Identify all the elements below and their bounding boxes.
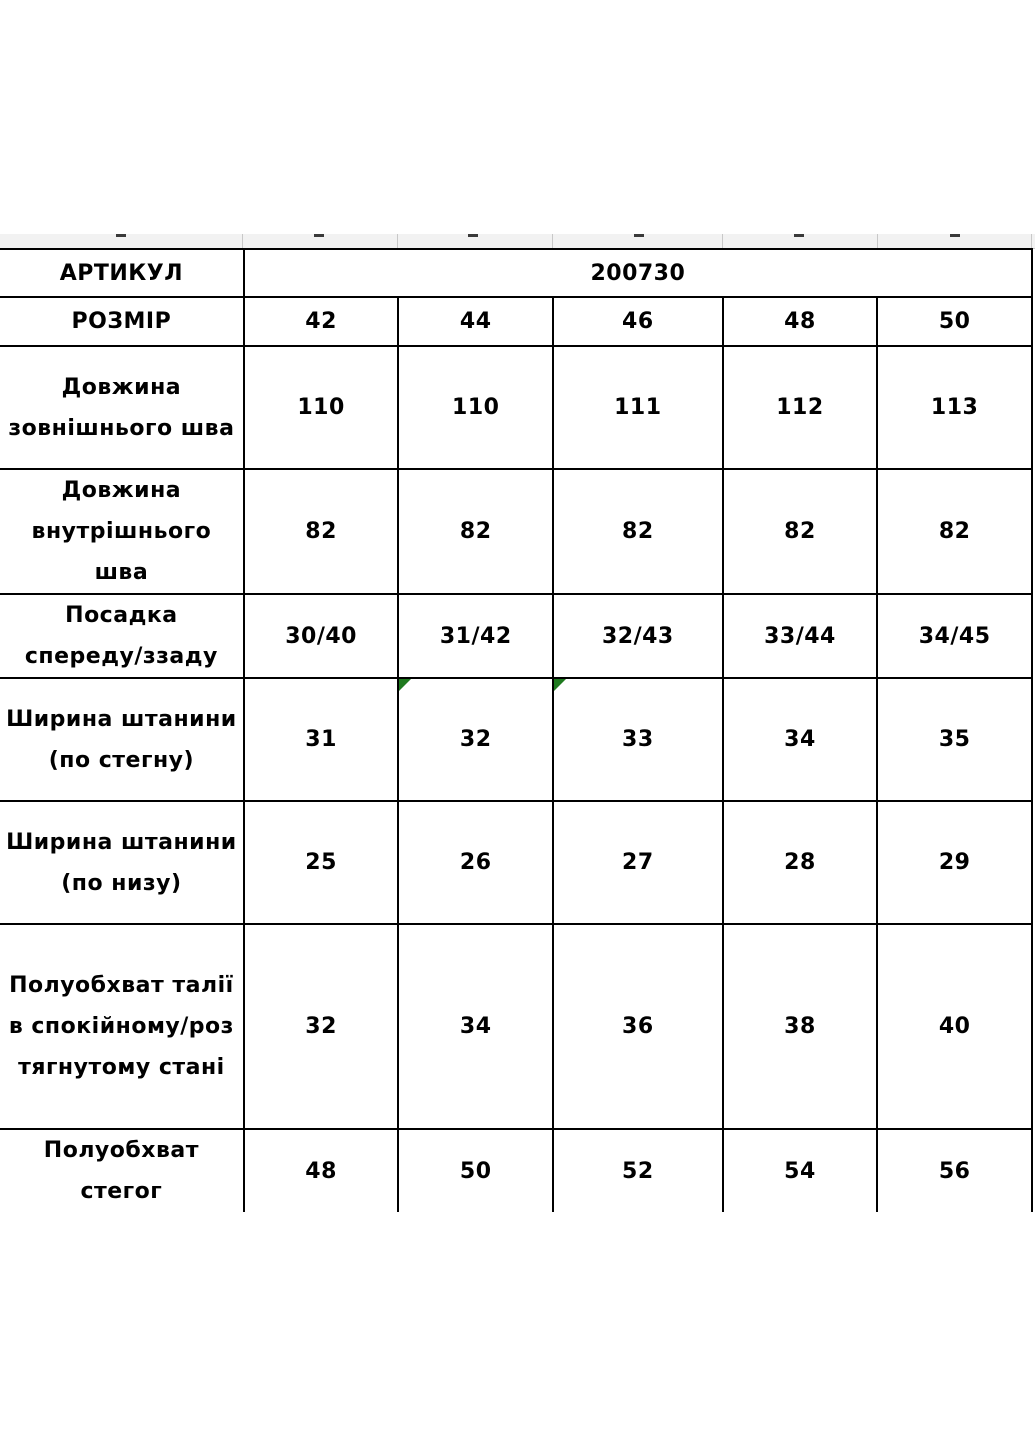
- value-cell: 27: [553, 801, 723, 924]
- value-cell: 38: [723, 924, 878, 1129]
- table-row: [0, 801, 1032, 924]
- row-label: Ширина штанини (по стегну): [0, 678, 244, 801]
- value-cell: 82: [553, 469, 723, 594]
- value-text: 32: [459, 727, 492, 752]
- value-cell: 52: [553, 1129, 723, 1212]
- article-value: 200730: [244, 249, 1032, 297]
- row-label: Посадка спереду/ззаду: [0, 594, 244, 678]
- value-cell: 32: [244, 924, 399, 1129]
- table-row: [0, 469, 1032, 594]
- value-cell: [398, 678, 553, 801]
- value-cell: 110: [244, 346, 399, 469]
- value-cell: 30/40: [244, 594, 399, 678]
- value-cell: 50: [398, 1129, 553, 1212]
- value-cell: 31/42: [398, 594, 553, 678]
- value-cell: 36: [553, 924, 723, 1129]
- size-chart-sheet: [0, 234, 1035, 1206]
- value-cell: 54: [723, 1129, 878, 1212]
- value-cell: 28: [723, 801, 878, 924]
- value-cell: 35: [877, 678, 1032, 801]
- value-cell: 26: [398, 801, 553, 924]
- value-cell: 56: [877, 1129, 1032, 1212]
- value-cell: 40: [877, 924, 1032, 1129]
- table-row: [0, 678, 1032, 801]
- size-row: [0, 297, 1032, 346]
- value-cell: 48: [244, 1129, 399, 1212]
- article-label: АРТИКУЛ: [0, 249, 244, 297]
- row-label: Ширина штанини (по низу): [0, 801, 244, 924]
- size-cell: 44: [398, 297, 553, 346]
- value-cell: 33/44: [723, 594, 878, 678]
- value-cell: 31: [244, 678, 399, 801]
- comment-marker-icon: [399, 679, 411, 691]
- value-cell: 32/43: [553, 594, 723, 678]
- value-cell: 111: [553, 346, 723, 469]
- value-cell: 112: [723, 346, 878, 469]
- value-cell: [553, 678, 723, 801]
- value-cell: 29: [877, 801, 1032, 924]
- table-row: [0, 924, 1032, 1129]
- value-cell: 110: [398, 346, 553, 469]
- value-cell: 82: [723, 469, 878, 594]
- value-cell: 113: [877, 346, 1032, 469]
- article-row: [0, 249, 1032, 297]
- column-header-strip: [0, 234, 1035, 249]
- size-cell: 50: [877, 297, 1032, 346]
- row-label: Довжина зовнішнього шва: [0, 346, 244, 469]
- value-cell: 25: [244, 801, 399, 924]
- comment-marker-icon: [554, 679, 566, 691]
- size-cell: 46: [553, 297, 723, 346]
- row-label: Полуобхват стегог: [0, 1129, 244, 1212]
- value-cell: 34/45: [877, 594, 1032, 678]
- value-cell: 34: [398, 924, 553, 1129]
- size-cell: 48: [723, 297, 878, 346]
- table-row: [0, 1129, 1032, 1212]
- value-cell: 82: [398, 469, 553, 594]
- size-table: [0, 248, 1033, 1212]
- row-label: Полуобхват талії в спокійному/розтягнутому стані: [0, 924, 244, 1129]
- size-cell: 42: [244, 297, 399, 346]
- row-label: Довжина внутрішнього шва: [0, 469, 244, 594]
- value-text: 33: [622, 727, 654, 752]
- value-cell: 82: [244, 469, 399, 594]
- size-label: РОЗМІР: [0, 297, 244, 346]
- table-row: [0, 594, 1032, 678]
- table-row: [0, 346, 1032, 469]
- value-cell: 34: [723, 678, 878, 801]
- value-cell: 82: [877, 469, 1032, 594]
